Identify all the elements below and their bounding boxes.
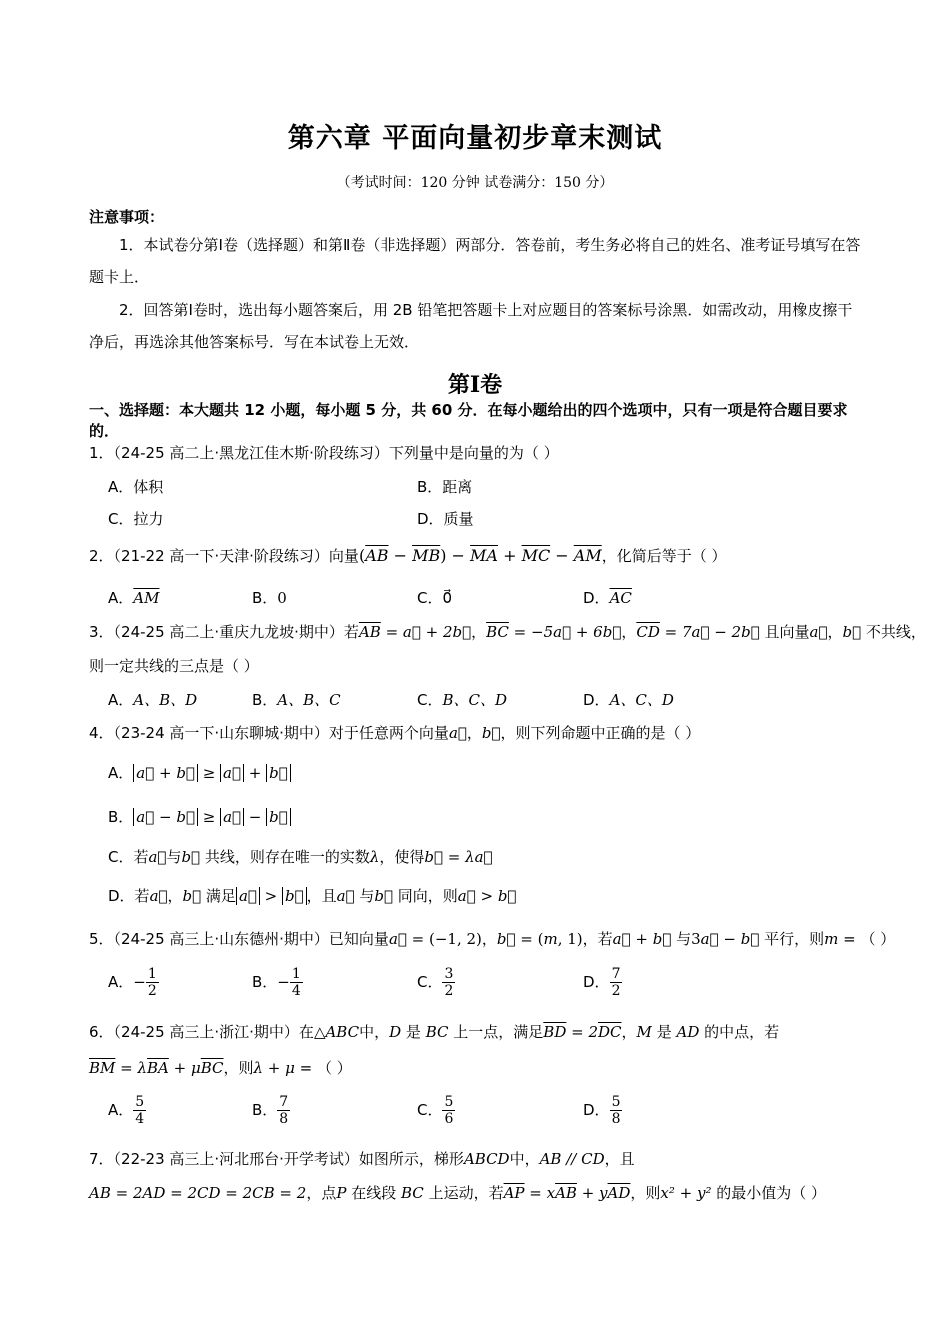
- q4-option-b: B． a⃗ − b⃗ ≥ a⃗ − b⃗: [108, 806, 291, 827]
- q2-expression: $(\overline{AB} - \overline{MB}) - \overline{MA} + \overline{MC} - \overline{AM}$: [358, 546, 602, 565]
- q5-option-b: B．− $\frac{1}{4}$: [252, 966, 301, 999]
- notice-heading: 注意事项：: [89, 208, 165, 226]
- question-3: 3．（24-25 高二上·重庆九龙坡·期中）若$\overline{AB}$ = a⃗ + 2b⃗，$\overline{BC}$ = −5a⃗ + 6b⃗，$\overline{CD}$ = 7a⃗ − 2b⃗ 且向量a⃗，b⃗ 不共线，: [89, 623, 926, 641]
- q3-option-a: A．A、B、D: [108, 691, 198, 709]
- q6-option-d: D． $\frac{5}{8}$: [583, 1094, 621, 1127]
- question-7-line-2: AB = 2AD = 2CD = 2CB = 2，点P 在线段 BC 上运动，若$\overline{AP} = x\overline{AB} + y\overline{AD}$，则x² + y² 的最小值为（ ）: [89, 1184, 827, 1202]
- section-heading: 一、选择题：本大题共 12 小题，每小题 5 分，共 60 分．在每小题给出的四个选项中，只有一项是符合题目要求的．: [89, 401, 848, 440]
- q5-option-a: A．− $\frac{1}{2}$: [108, 966, 157, 999]
- q2-stem-post: ，化简后等于（ ）: [601, 547, 727, 565]
- q2-option-a: A．$\overline{AM}$: [108, 589, 160, 607]
- q3-option-b: B．A、B、C: [252, 691, 341, 709]
- q2-stem-pre: 2．（21-22 高一下·天津·阶段练习）向量: [89, 547, 359, 565]
- notice-item-1: 1．本试卷分第Ⅰ卷（选择题）和第Ⅱ卷（非选择题）两部分．答卷前，考生务必将自己的姓名、准考证号填写在答题卡上．: [89, 236, 861, 286]
- q2-option-b: B．0: [252, 589, 287, 607]
- q4-option-a: A． a⃗ + b⃗ ≥ a⃗ + b⃗: [108, 762, 291, 783]
- q4-option-d: D．若a⃗，b⃗ 满足 a⃗ > b⃗ ，且a⃗ 与b⃗ 同向，则a⃗ > b⃗: [108, 887, 517, 905]
- exam-info: （考试时间：120 分钟 试卷满分：150 分）: [336, 175, 614, 191]
- question-3-line-2: 则一定共线的三点是（ ）: [89, 657, 259, 675]
- question-7: 7．（22-23 高三上·河北邢台·开学考试）如图所示，梯形ABCD中，AB // CD，且: [89, 1150, 635, 1168]
- volume-heading: 第Ⅰ卷: [447, 372, 503, 398]
- q1-option-a: A．体积: [108, 478, 164, 496]
- q6-option-b: B． $\frac{7}{8}$: [252, 1094, 289, 1127]
- question-4: 4．（23-24 高一下·山东聊城·期中）对于任意两个向量a⃗，b⃗，则下列命题中正确的是（ ）: [89, 724, 701, 742]
- question-6: 6．（24-25 高三上·浙江·期中）在△ABC中，D 是 BC 上一点，满足$\overline{BD} = 2\overline{DC}$，M 是 AD 的中点，若: [89, 1023, 780, 1041]
- q3-option-d: D．A、C、D: [583, 691, 674, 709]
- q1-option-c: C．拉力: [108, 510, 164, 528]
- question-6-line-2: $\overline{BM} = \lambda\overline{BA} + \mu\overline{BC}$，则λ + μ = （ ）: [89, 1059, 352, 1077]
- q6-option-a: A． $\frac{5}{4}$: [108, 1094, 145, 1127]
- question-2: [89, 545, 726, 566]
- q5-option-d: D． $\frac{7}{2}$: [583, 966, 621, 999]
- q1-option-d: D．质量: [417, 510, 474, 528]
- q5-option-c: C． $\frac{3}{2}$: [417, 966, 454, 999]
- q4-option-c: C．若a⃗与b⃗ 共线，则存在唯一的实数λ，使得b⃗ = λa⃗: [108, 848, 493, 866]
- q1-option-b: B．距离: [417, 478, 473, 496]
- question-5: 5．（24-25 高三上·山东德州·期中）已知向量a⃗ = (−1, 2)，b⃗ = (m, 1)，若a⃗ + b⃗ 与3a⃗ − b⃗ 平行，则m = （ ）: [89, 930, 896, 948]
- q2-option-c: C．0⃗: [417, 589, 453, 607]
- q3-option-c: C．B、C、D: [417, 691, 508, 709]
- q2-option-d: D．$\overline{AC}$: [583, 589, 632, 607]
- notice-item-2: 2．回答第Ⅰ卷时，选出每小题答案后，用 2B 铅笔把答题卡上对应题目的答案标号涂黑．如需改动，用橡皮擦干净后，再选涂其他答案标号．写在本试卷上无效．: [89, 301, 853, 351]
- q6-option-c: C． $\frac{5}{6}$: [417, 1094, 454, 1127]
- question-1: 1．（24-25 高二上·黑龙江佳木斯·阶段练习）下列量中是向量的为（ ）: [89, 444, 559, 462]
- page-title: 第六章 平面向量初步章末测试: [287, 123, 663, 154]
